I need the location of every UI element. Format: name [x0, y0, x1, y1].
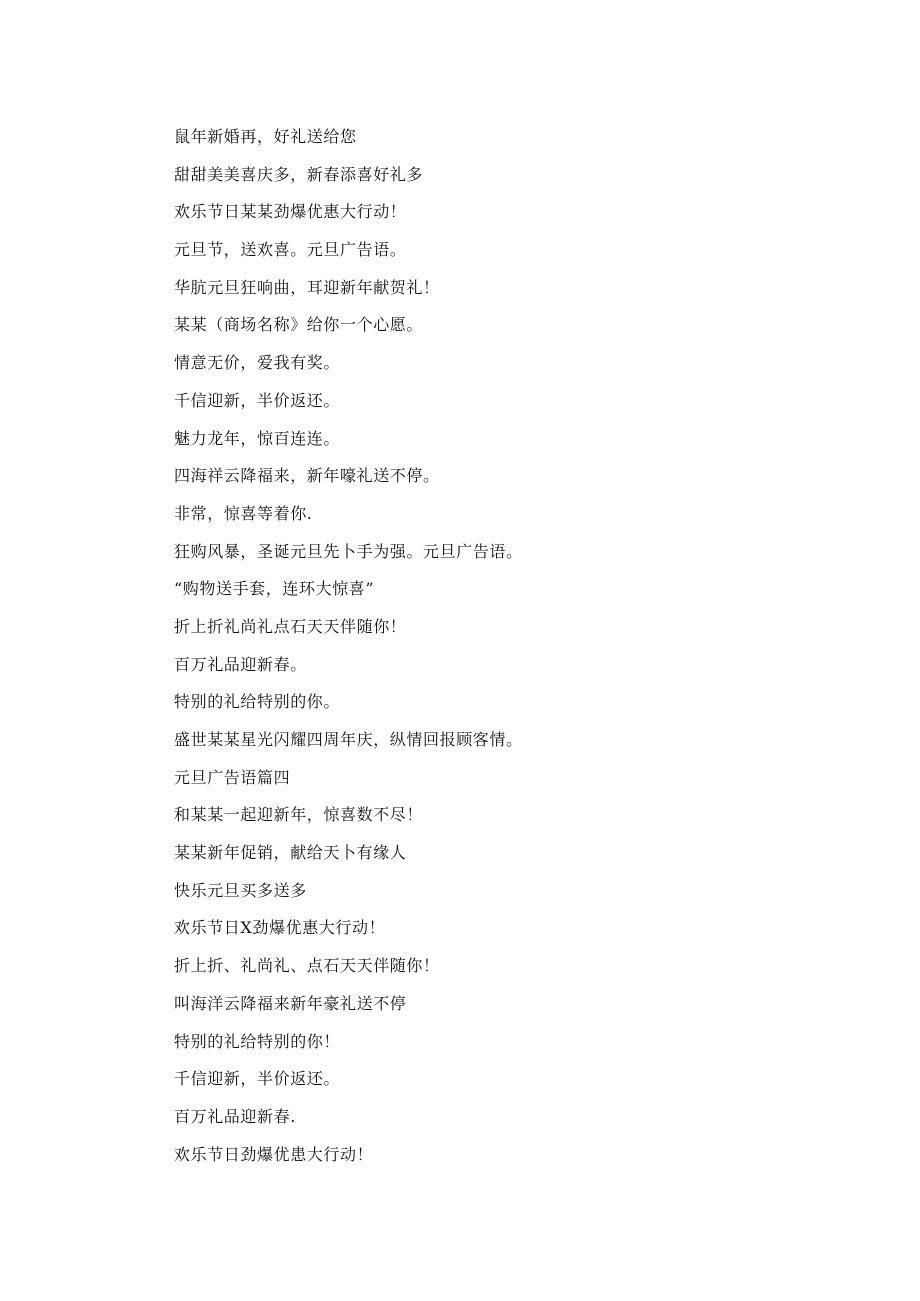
text-line: 魅力龙年，惊百连连。 — [174, 428, 341, 448]
text-line: 盛世某某星光闪耀四周年庆，纵情回报顾客情。 — [174, 730, 523, 749]
text-line: 千信迎新，半价返还。 — [174, 1069, 341, 1089]
text-line: 鼠年新婚再，好礼送给您 — [174, 127, 357, 146]
text-line: 百万礼品迎新春。 — [174, 654, 307, 674]
text-line: 欢乐节日劲爆优患大行动！ — [174, 1144, 374, 1164]
text-line: “购物送手套，连环大惊喜” — [174, 579, 375, 599]
text-line: 元旦节，送欢喜。元旦广告语。 — [174, 240, 407, 260]
text-line: 欢乐节日X劲爆优惠大行动！ — [174, 918, 386, 938]
text-line: 狂购风暴，圣诞元旦先卜手为强。元旦广告语。 — [174, 541, 523, 561]
text-line: 百万礼品迎新春. — [174, 1106, 296, 1126]
text-line: 情意无价，爱我有奖。 — [174, 353, 341, 373]
text-line: 叫海洋云降福来新年豪礼送不停 — [174, 993, 407, 1013]
text-line: 和某某一起迎新年，惊喜数不尽！ — [174, 805, 424, 825]
text-lines — [174, 122, 824, 1177]
text-line: 千信迎新，半价返还。 — [174, 390, 341, 410]
text-line: 折上折、礼尚礼、点石天天伴随你！ — [174, 956, 440, 976]
text-line: 非常，惊喜等着你. — [174, 503, 313, 523]
text-line: 某某（商场名称》给你一个心愿。 — [174, 315, 424, 335]
text-line: 折上折礼尚礼点石天天伴随你！ — [174, 616, 407, 636]
text-line: 某某新年促销，献给天卜有缘人 — [174, 843, 407, 863]
text-line: 快乐元旦买多送多 — [174, 880, 307, 900]
text-line: 特别的礼给特别的你。 — [174, 692, 341, 712]
text-line: 甜甜美美喜庆多，新春添喜好礼多 — [174, 164, 424, 184]
section-heading: 元旦广告语篇四 — [174, 767, 291, 787]
text-line: 华肮元旦狂响曲，耳迎新年献贺礼！ — [174, 277, 440, 297]
text-line: 欢乐节日某某劲爆优惠大行动！ — [174, 202, 407, 222]
text-line: 特别的礼给特别的你！ — [174, 1031, 341, 1051]
text-line: 四海祥云降福来，新年嚎礼送不停。 — [174, 466, 440, 486]
